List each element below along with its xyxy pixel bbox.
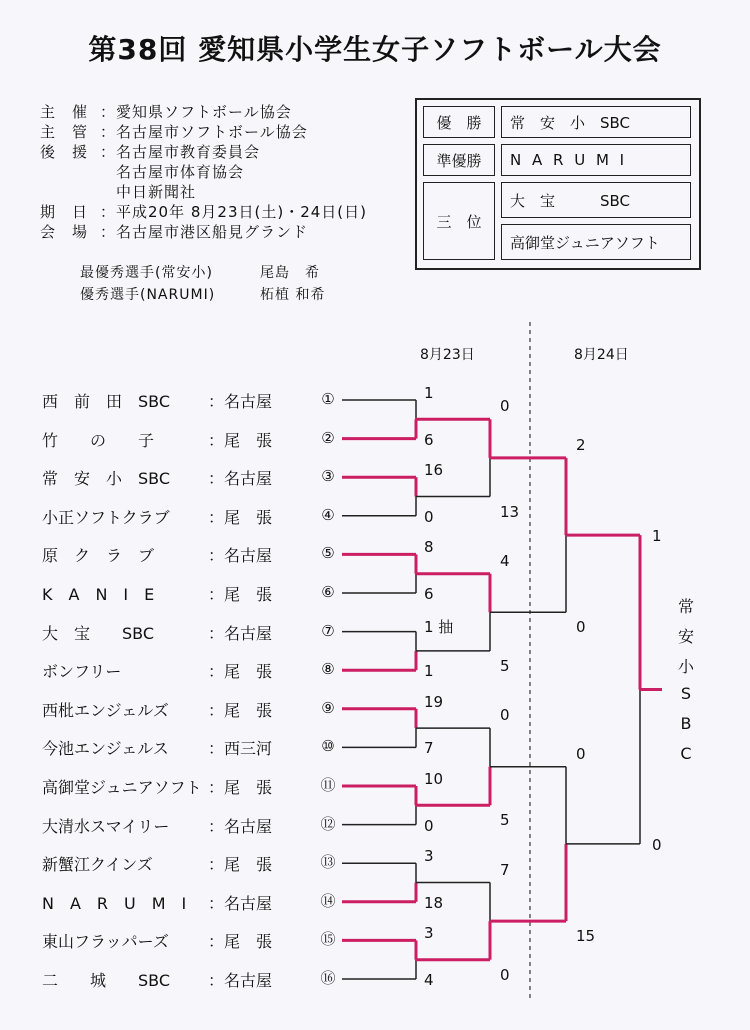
team-region: 尾 張: [224, 585, 273, 604]
team-seed: ⑧: [321, 660, 335, 679]
team-name: 小正ソフトクラブ: [42, 507, 170, 527]
organizer-value: 愛知県ソフトボール協会: [116, 103, 292, 121]
team-seed: ⑬: [320, 853, 336, 872]
organizer-colon: ：: [100, 143, 117, 161]
team-name: 新蟹江クインズ: [42, 855, 153, 875]
organizer-value: 名古屋市港区船見グランド: [116, 223, 309, 241]
team-seed: ④: [321, 505, 335, 524]
organizer-key: 主 催: [40, 103, 89, 121]
team-seed: ⑪: [320, 776, 336, 794]
score-r1: 1: [424, 384, 434, 402]
score-r3: 2: [576, 435, 586, 454]
third-team-1: 大 宝 SBC: [501, 182, 691, 218]
score-r2: 0: [500, 397, 510, 416]
team-region: 尾 張: [224, 855, 273, 875]
score-r1: 6: [424, 430, 434, 449]
organizer-value: 名古屋市ソフトボール協会: [116, 123, 308, 141]
score-r1: 18: [424, 893, 444, 912]
organizer-colon: ：: [100, 223, 117, 241]
winner-char: C: [680, 744, 692, 763]
team-seed: ⑫: [320, 814, 336, 833]
organizer-value: 名古屋市体育協会: [116, 163, 245, 181]
page-title: 第38回 愛知県小学生女子ソフトボール大会: [88, 33, 662, 66]
team-seed: ⑭: [320, 891, 336, 910]
team-name: 原 ク ラ ブ: [42, 546, 155, 566]
team-seed: ⑦: [321, 621, 335, 640]
team-region: 西三河: [224, 739, 273, 759]
team-colon: ：: [208, 855, 225, 875]
team-region: 名古屋: [224, 971, 273, 990]
team-region: 名古屋: [224, 546, 273, 566]
score-r2: 0: [500, 706, 510, 725]
winner-char: 常: [677, 597, 694, 616]
score-r2: 5: [500, 811, 510, 830]
team-name: 常 安 小 SBC: [42, 469, 171, 489]
team-region: 名古屋: [224, 392, 273, 411]
team-colon: ：: [208, 392, 225, 411]
team-name: N A R U M I: [42, 893, 187, 913]
team-name: 高御堂ジュニアソフト: [42, 778, 202, 797]
champion-label: 優 勝: [423, 106, 495, 138]
team-colon: ：: [208, 662, 225, 682]
team-colon: ：: [208, 739, 225, 759]
score-final: 1: [652, 527, 662, 546]
third-team-2: 高御堂ジュニアソフト: [501, 224, 691, 260]
runnerup-label: 準優勝: [423, 144, 495, 176]
team-colon: ：: [208, 700, 225, 720]
score-r1: 8: [424, 538, 434, 557]
team-name: K A N I E: [42, 585, 155, 604]
score-r1: 0: [424, 816, 434, 835]
team-seed: ①: [321, 390, 335, 408]
team-name: 西枇エンジェルズ: [42, 700, 169, 720]
organizer-colon: ：: [100, 123, 117, 141]
organizer-key: 後 援: [40, 143, 89, 161]
team-colon: ：: [208, 778, 225, 797]
team-seed: ③: [321, 467, 335, 486]
score-r1: 3: [424, 847, 434, 866]
award-label: 最優秀選手(常安小): [80, 265, 213, 281]
score-r1: 4: [424, 971, 434, 989]
team-seed: ⑤: [321, 544, 335, 563]
organizer-value: 平成20年 8月23日(土)・24日(日): [116, 203, 367, 221]
team-colon: ：: [208, 507, 225, 527]
team-colon: ：: [208, 932, 225, 952]
winner-char: 安: [677, 627, 694, 646]
team-colon: ：: [208, 893, 225, 913]
team-region: 尾 張: [224, 700, 273, 720]
winner-char: 小: [677, 657, 694, 676]
champion-team: 常 安 小 SBC: [501, 106, 691, 138]
team-seed: ⑩: [321, 737, 335, 756]
date-day1: 8月23日: [420, 347, 475, 363]
score-r2: 13: [500, 502, 520, 521]
score-r1: 3: [424, 924, 434, 943]
team-region: 尾 張: [224, 932, 273, 952]
score-r1: 6: [424, 585, 434, 603]
team-name: 二 城 SBC: [42, 971, 171, 990]
team-region: 尾 張: [224, 778, 273, 797]
organizer-key: 会 場: [40, 223, 89, 241]
award-name: 尾島 希: [260, 265, 320, 281]
third-label: 三 位: [423, 182, 495, 260]
winner-char: B: [680, 714, 692, 733]
organizer-value: 中日新聞社: [116, 183, 197, 201]
team-region: 名古屋: [224, 469, 273, 489]
team-region: 尾 張: [224, 507, 273, 527]
score-r1: 1: [424, 662, 434, 681]
score-r3: 0: [576, 744, 586, 763]
runnerup-team: N A R U M I: [501, 144, 691, 176]
score-r2: 5: [500, 656, 510, 675]
team-seed: ⑮: [320, 930, 336, 949]
team-colon: ：: [208, 971, 225, 990]
organizer-colon: ：: [100, 103, 117, 121]
team-seed: ⑥: [321, 583, 335, 601]
organizer-value: 名古屋市教育委員会: [116, 143, 261, 161]
score-r2: 0: [500, 965, 510, 984]
team-seed: ⑨: [321, 698, 335, 717]
team-name: 大清水スマイリー: [42, 816, 170, 836]
award-name: 柘植 和希: [260, 287, 326, 303]
team-name: 西 前 田 SBC: [42, 392, 171, 411]
score-r1: 7: [424, 739, 434, 758]
team-colon: ：: [208, 816, 225, 836]
score-r1: 19: [424, 692, 444, 711]
organizer-colon: ：: [100, 203, 117, 221]
score-r2: 7: [500, 860, 510, 879]
score-r3: 15: [576, 927, 596, 946]
team-region: 名古屋: [224, 893, 273, 913]
score-r3: 0: [576, 618, 586, 637]
score-r1: 0: [424, 507, 434, 526]
team-name: 今池エンジェルス: [42, 739, 169, 759]
team-region: 名古屋: [224, 816, 273, 836]
team-region: 尾 張: [224, 662, 273, 682]
team-name: 竹 の 子: [42, 430, 155, 450]
team-colon: ：: [208, 585, 225, 604]
team-region: 尾 張: [224, 430, 273, 450]
date-day2: 8月24日: [574, 347, 629, 363]
score-r1: 1 抽: [424, 617, 454, 636]
team-colon: ：: [208, 546, 225, 566]
score-final: 0: [652, 835, 662, 854]
score-r1: 10: [424, 770, 444, 788]
team-name: ボンフリー: [42, 662, 122, 682]
score-r2: 4: [500, 551, 510, 570]
winner-char: S: [680, 684, 692, 703]
team-colon: ：: [208, 430, 225, 450]
team-name: 大 宝 SBC: [42, 623, 155, 643]
team-region: 名古屋: [224, 623, 273, 643]
organizer-key: 期 日: [40, 203, 89, 221]
team-colon: ：: [208, 623, 225, 643]
team-name: 東山フラッパーズ: [42, 932, 169, 952]
team-seed: ⑯: [320, 969, 336, 987]
organizer-key: 主 管: [40, 123, 89, 141]
score-r1: 16: [424, 461, 444, 480]
award-label: 優秀選手(NARUMI): [80, 287, 216, 303]
team-seed: ②: [321, 428, 335, 447]
team-colon: ：: [208, 469, 225, 489]
